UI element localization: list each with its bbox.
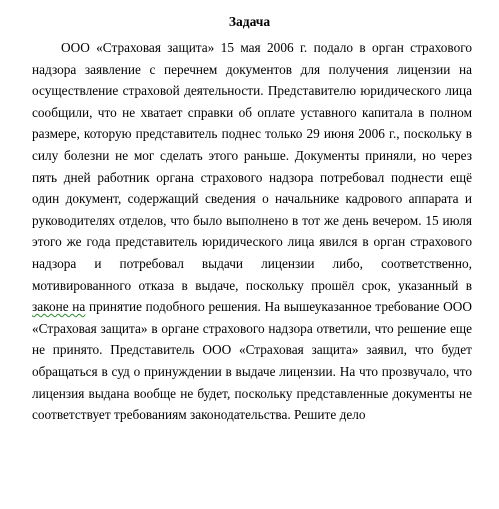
task-text-part-1: ООО «Страховая защита» 15 мая 2006 г. подало в орган страхового надзора заявление с перечнем документов для получения лицензии на осуществление страховой деятельности. Представителю юридического лица сообщили, что не хватает справки об оплате уставного капитала в полном размере, которую представитель поднес только 29 июня 2006 г., поскольку в силу болезни не мог сделать этого раньше. Документы приняли, но через пять дней работник органа страхового надзора потребовал поднести ещё один документ, содержащий сведения о начальнике кадрового аппарата и руководителях отделов, что было выполнено в тот же день вечером. 15 июля этого же года представитель юридического лица явился в орган страхового надзора и потребовал выдачи лицензии либо, соответственно, мотивированного отказа в выдаче, поскольку прошёл срок, указанный в xyxy=(32,40,472,293)
task-paragraph xyxy=(32,37,472,426)
spellcheck-underlined-text: законе на xyxy=(32,299,86,315)
document-title: Задача xyxy=(228,14,271,29)
task-text-part-2: принятие подобного решения. На вышеуказанное требование ООО «Страховая защита» в органе страхового надзора ответили, что решение еще не принято. Представитель ООО «Страховая защита» заявил, что будет обращаться в суд о принуждении в выдаче лицензии. На что прозвучало, что лицензия выдана вообще не будет, поскольку представленные документы не соответствует требованиям законодательства. Решите дело xyxy=(32,299,472,423)
